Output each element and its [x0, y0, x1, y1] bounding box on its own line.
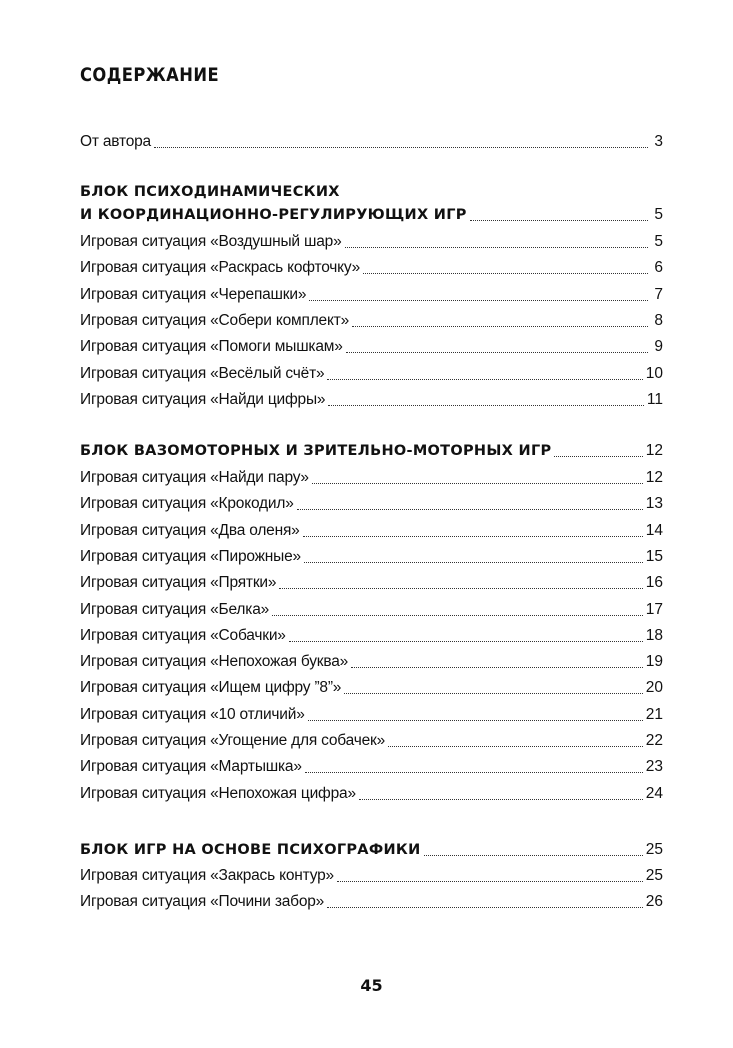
dot-leader: [308, 720, 643, 721]
toc-entry[interactable]: [80, 866, 663, 886]
toc-entry[interactable]: [80, 521, 663, 541]
dot-leader: [345, 247, 649, 248]
toc-entry[interactable]: [80, 258, 663, 278]
dot-leader: [279, 588, 642, 589]
dot-leader: [352, 326, 648, 327]
toc-entry-intro[interactable]: [80, 132, 663, 152]
toc-entry-label: Игровая ситуация «Ищем цифру ”8”»: [80, 679, 342, 697]
dot-leader: [303, 536, 643, 537]
dot-leader: [388, 746, 643, 747]
block3-heading: БЛОК ИГР НА ОСНОВЕ ПСИХОГРАФИКИ: [80, 842, 421, 858]
toc-entry[interactable]: [80, 337, 663, 357]
dot-leader: [328, 405, 644, 406]
toc-entry-page: 24: [645, 784, 663, 802]
toc-entry-page: 12: [645, 442, 663, 459]
toc-entry[interactable]: [80, 468, 663, 488]
toc-entry[interactable]: [80, 364, 663, 384]
toc-entry-label: Игровая ситуация «Два оленя»: [80, 521, 300, 539]
toc-entry-label: Игровая ситуация «Черепашки»: [80, 285, 307, 303]
toc-entry[interactable]: [80, 494, 663, 514]
dot-leader: [359, 799, 643, 800]
toc-entry[interactable]: [80, 626, 663, 646]
block1-heading-line1: БЛОК ПСИХОДИНАМИЧЕСКИХ: [80, 184, 340, 200]
dot-leader: [554, 456, 642, 457]
toc-entry-page: 17: [645, 600, 663, 618]
dot-leader: [309, 300, 648, 301]
toc-entry-page: 8: [654, 311, 663, 329]
toc-entry[interactable]: [80, 232, 663, 252]
toc-entry-page: 6: [654, 259, 663, 277]
toc-page: [80, 0, 663, 1048]
toc-block-3[interactable]: [80, 840, 663, 860]
dot-leader: [154, 147, 648, 148]
dot-leader: [424, 855, 643, 856]
toc-entry-label: От автора: [80, 133, 151, 150]
toc-entry[interactable]: [80, 311, 663, 331]
toc-entry-page: 9: [654, 338, 663, 356]
toc-entry-label: Игровая ситуация «10 отличий»: [80, 705, 305, 723]
toc-entry[interactable]: [80, 547, 663, 567]
toc-entry[interactable]: [80, 678, 663, 698]
dot-leader: [344, 693, 643, 694]
toc-entry-label: Игровая ситуация «Весёлый счёт»: [80, 364, 325, 382]
toc-entry[interactable]: [80, 390, 663, 410]
toc-entry-page: 18: [645, 626, 663, 644]
toc-entry-label: Игровая ситуация «Закрась контур»: [80, 867, 334, 884]
dot-leader: [470, 220, 648, 221]
dot-leader: [346, 352, 648, 353]
dot-leader: [272, 615, 643, 616]
toc-entry-page: 7: [654, 285, 663, 303]
toc-entry-page: 25: [645, 867, 663, 884]
toc-entry-label: Игровая ситуация «Мартышка»: [80, 758, 302, 776]
toc-entry-label: Игровая ситуация «Угощение для собачек»: [80, 732, 386, 749]
toc-entry-page: 13: [645, 495, 663, 513]
page-number: 45: [360, 976, 383, 995]
toc-entry-page: 21: [645, 705, 663, 723]
toc-entry-page: 5: [654, 206, 663, 223]
toc-entry-page: 5: [654, 233, 663, 250]
block1-heading-line2: И КООРДИНАЦИОННО-РЕГУЛИРУЮЩИХ ИГР: [80, 207, 467, 223]
toc-entry-page: 25: [645, 841, 663, 858]
dot-leader: [312, 483, 643, 484]
toc-entry-label: Игровая ситуация «Собачки»: [80, 626, 286, 644]
dot-leader: [305, 772, 643, 773]
toc-entry[interactable]: [80, 705, 663, 725]
toc-entry[interactable]: [80, 652, 663, 672]
dot-leader: [327, 907, 643, 908]
toc-entry-label: Игровая ситуация «Найди цифры»: [80, 390, 326, 408]
block2-heading: БЛОК ВАЗОМОТОРНЫХ И ЗРИТЕЛЬНО-МОТОРНЫХ ИГР: [80, 443, 552, 459]
toc-entry-page: 16: [645, 574, 663, 592]
toc-entry-label: Игровая ситуация «Помоги мышкам»: [80, 338, 343, 356]
page-title: СОДЕРЖАНИЕ: [80, 64, 220, 86]
toc-entry-page: 10: [645, 364, 663, 382]
toc-entry-label: Игровая ситуация «Раскрась кофточку»: [80, 259, 361, 277]
dot-leader: [351, 667, 643, 668]
dot-leader: [304, 562, 643, 563]
dot-leader: [289, 641, 643, 642]
dot-leader: [363, 273, 648, 274]
toc-entry-page: 12: [645, 469, 663, 486]
toc-entry[interactable]: [80, 600, 663, 620]
toc-entry[interactable]: [80, 285, 663, 305]
toc-block-2[interactable]: [80, 441, 663, 461]
toc-entry-label: Игровая ситуация «Прятки»: [80, 574, 277, 592]
toc-entry-label: Игровая ситуация «Найди пару»: [80, 469, 309, 486]
toc-entry-label: Игровая ситуация «Почини забор»: [80, 893, 325, 911]
toc-entry-page: 3: [654, 133, 663, 150]
toc-entry-label: Игровая ситуация «Собери комплект»: [80, 311, 350, 329]
toc-entry-label: Игровая ситуация «Крокодил»: [80, 495, 294, 513]
dot-leader: [327, 379, 642, 380]
toc-entry-label: Игровая ситуация «Непохожая буква»: [80, 653, 349, 671]
toc-entry[interactable]: [80, 731, 663, 751]
toc-entry-page: 14: [645, 521, 663, 539]
dot-leader: [297, 509, 643, 510]
toc-entry-label: Игровая ситуация «Непохожая цифра»: [80, 784, 356, 802]
toc-entry[interactable]: [80, 573, 663, 593]
toc-entry-page: 11: [646, 390, 663, 408]
toc-entry[interactable]: [80, 784, 663, 804]
toc-entry-label: Игровая ситуация «Воздушный шар»: [80, 233, 342, 250]
toc-entry-page: 19: [645, 653, 663, 671]
toc-entry-page: 22: [645, 732, 663, 749]
dot-leader: [337, 881, 643, 882]
toc-entry-label: Игровая ситуация «Белка»: [80, 600, 270, 618]
toc-block-1[interactable]: [80, 205, 663, 225]
toc-entry[interactable]: [80, 892, 663, 912]
toc-entry-page: 23: [645, 758, 663, 776]
toc-entry-label: Игровая ситуация «Пирожные»: [80, 547, 301, 565]
toc-entry[interactable]: [80, 757, 663, 777]
toc-entry-page: 26: [645, 893, 663, 911]
toc-entry-page: 15: [645, 547, 663, 565]
toc-entry-page: 20: [645, 679, 663, 697]
